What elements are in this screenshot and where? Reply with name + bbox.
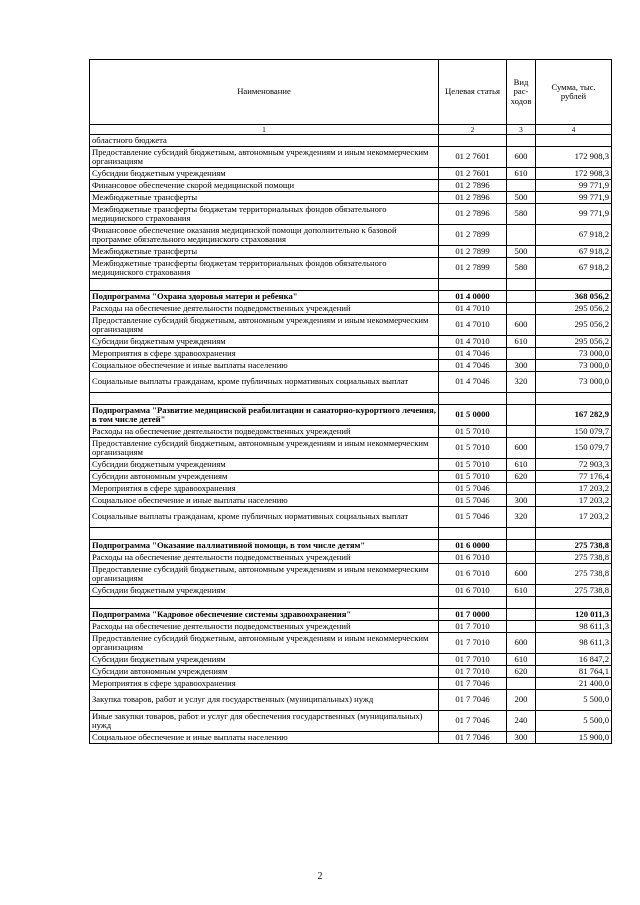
- table-row: [90, 168, 612, 180]
- row-sum: 150 079,7: [536, 438, 612, 459]
- row-sum: [536, 393, 612, 405]
- row-sum: 368 056,2: [536, 291, 612, 303]
- table-row: [90, 621, 612, 633]
- row-type: [507, 393, 536, 405]
- blank-row: [90, 597, 612, 609]
- header-type: Вид рас-ходов: [507, 60, 536, 125]
- row-code: 01 2 7601: [439, 147, 507, 168]
- row-code: 01 7 7010: [439, 621, 507, 633]
- table-row: [90, 690, 612, 711]
- row-code: 01 5 7010: [439, 471, 507, 483]
- row-name: Подпрограмма "Кадровое обеспечение системы здравоохранения": [90, 609, 439, 621]
- row-type: 600: [507, 147, 536, 168]
- row-type: [507, 621, 536, 633]
- table-row: [90, 426, 612, 438]
- row-code: 01 2 7899: [439, 246, 507, 258]
- row-name: Расходы на обеспечение деятельности подведомственных учреждений: [90, 621, 439, 633]
- row-type: 600: [507, 438, 536, 459]
- row-code: [439, 279, 507, 291]
- row-name: Финансовое обеспечение оказания медицинской помощи дополнительно к базовой программе обязательного медицинского страхования: [90, 225, 439, 246]
- row-sum: 295 056,2: [536, 315, 612, 336]
- row-name: [90, 528, 439, 540]
- row-name: Межбюджетные трансферты бюджетам территориальных фондов обязательного медицинского страхования: [90, 204, 439, 225]
- row-name: Предоставление субсидий бюджетным, автономным учреждениям и иным некоммерческим организациям: [90, 438, 439, 459]
- row-sum: 77 176,4: [536, 471, 612, 483]
- row-sum: 17 203,2: [536, 507, 612, 528]
- row-sum: 81 764,1: [536, 666, 612, 678]
- row-sum: 16 847,2: [536, 654, 612, 666]
- subprogram-row: [90, 609, 612, 621]
- row-sum: 98 611,3: [536, 621, 612, 633]
- row-sum: 275 738,8: [536, 540, 612, 552]
- header-name: Наименование: [90, 60, 439, 125]
- row-type: 500: [507, 192, 536, 204]
- row-type: 240: [507, 711, 536, 732]
- table-row: [90, 654, 612, 666]
- table-row: [90, 336, 612, 348]
- row-sum: 73 000,0: [536, 348, 612, 360]
- row-sum: 17 203,2: [536, 483, 612, 495]
- row-type: [507, 426, 536, 438]
- row-type: 600: [507, 315, 536, 336]
- table-row: [90, 348, 612, 360]
- row-code: 01 6 7010: [439, 564, 507, 585]
- row-type: [507, 303, 536, 315]
- row-name: Социальные выплаты гражданам, кроме публичных нормативных социальных выплат: [90, 372, 439, 393]
- row-type: 300: [507, 732, 536, 744]
- row-code: 01 4 7010: [439, 303, 507, 315]
- table-row: [90, 459, 612, 471]
- row-type: [507, 291, 536, 303]
- row-sum: 167 282,9: [536, 405, 612, 426]
- row-sum: 98 611,3: [536, 633, 612, 654]
- row-code: 01 7 7010: [439, 633, 507, 654]
- row-sum: 99 771,9: [536, 192, 612, 204]
- row-sum: 5 500,0: [536, 711, 612, 732]
- row-sum: 72 903,3: [536, 459, 612, 471]
- row-name: Мероприятия в сфере здравоохранения: [90, 348, 439, 360]
- row-sum: 172 908,3: [536, 168, 612, 180]
- table-row: [90, 315, 612, 336]
- row-code: 01 5 7010: [439, 459, 507, 471]
- row-type: 620: [507, 666, 536, 678]
- table-header-row: [90, 60, 612, 125]
- col-number: 4: [536, 125, 612, 135]
- row-sum: 5 500,0: [536, 690, 612, 711]
- blank-row: [90, 528, 612, 540]
- row-sum: 73 000,0: [536, 360, 612, 372]
- row-code: 01 4 7046: [439, 348, 507, 360]
- table-row: [90, 360, 612, 372]
- row-type: 610: [507, 585, 536, 597]
- row-type: 320: [507, 372, 536, 393]
- row-name: Субсидии бюджетным учреждениям: [90, 459, 439, 471]
- row-code: 01 2 7899: [439, 258, 507, 279]
- row-type: 620: [507, 471, 536, 483]
- row-name: Финансовое обеспечение скорой медицинской помощи: [90, 180, 439, 192]
- row-name: Межбюджетные трансферты: [90, 246, 439, 258]
- row-code: 01 2 7896: [439, 204, 507, 225]
- row-name: Расходы на обеспечение деятельности подведомственных учреждений: [90, 426, 439, 438]
- row-name: Социальное обеспечение и иные выплаты населению: [90, 732, 439, 744]
- row-code: 01 5 7010: [439, 438, 507, 459]
- subprogram-row: [90, 291, 612, 303]
- row-code: 01 5 7046: [439, 507, 507, 528]
- table-row: [90, 633, 612, 654]
- subprogram-row: [90, 405, 612, 426]
- row-code: 01 7 7046: [439, 678, 507, 690]
- row-code: 01 6 0000: [439, 540, 507, 552]
- table-row: [90, 711, 612, 732]
- row-name: [90, 393, 439, 405]
- row-sum: [536, 279, 612, 291]
- col-number: 1: [90, 125, 439, 135]
- row-code: 01 7 0000: [439, 609, 507, 621]
- row-name: Субсидии бюджетным учреждениям: [90, 585, 439, 597]
- row-name: Расходы на обеспечение деятельности подведомственных учреждений: [90, 303, 439, 315]
- table-row: [90, 483, 612, 495]
- table-row: [90, 225, 612, 246]
- row-name: областного бюджета: [90, 135, 439, 147]
- row-name: Субсидии автономным учреждениям: [90, 471, 439, 483]
- header-code: Целевая статья: [439, 60, 507, 125]
- row-code: 01 2 7899: [439, 225, 507, 246]
- row-type: [507, 405, 536, 426]
- row-sum: [536, 135, 612, 147]
- row-sum: 99 771,9: [536, 204, 612, 225]
- row-name: Предоставление субсидий бюджетным, автономным учреждениям и иным некоммерческим организациям: [90, 633, 439, 654]
- row-type: 320: [507, 507, 536, 528]
- row-name: Субсидии бюджетным учреждениям: [90, 168, 439, 180]
- row-code: 01 4 0000: [439, 291, 507, 303]
- table-row: [90, 471, 612, 483]
- row-type: [507, 609, 536, 621]
- row-code: [439, 135, 507, 147]
- table-body: [90, 135, 612, 744]
- row-code: 01 4 7010: [439, 315, 507, 336]
- budget-table: [89, 59, 612, 744]
- row-code: 01 4 7046: [439, 372, 507, 393]
- row-sum: 67 918,2: [536, 225, 612, 246]
- row-type: [507, 483, 536, 495]
- page-number: 2: [317, 871, 323, 882]
- row-type: [507, 279, 536, 291]
- row-name: Субсидии бюджетным учреждениям: [90, 654, 439, 666]
- row-code: 01 5 7046: [439, 483, 507, 495]
- row-code: 01 5 0000: [439, 405, 507, 426]
- row-sum: [536, 597, 612, 609]
- row-name: Предоставление субсидий бюджетным, автономным учреждениям и иным некоммерческим организациям: [90, 147, 439, 168]
- row-code: 01 7 7010: [439, 666, 507, 678]
- table-row: [90, 585, 612, 597]
- row-type: 610: [507, 654, 536, 666]
- row-name: Межбюджетные трансферты бюджетам территориальных фондов обязательного медицинского страхования: [90, 258, 439, 279]
- row-sum: 275 738,8: [536, 552, 612, 564]
- row-sum: 15 900,0: [536, 732, 612, 744]
- row-type: 600: [507, 633, 536, 654]
- table-row: [90, 147, 612, 168]
- row-name: Закупка товаров, работ и услуг для государственных (муниципальных) нужд: [90, 690, 439, 711]
- row-sum: [536, 528, 612, 540]
- row-code: [439, 393, 507, 405]
- row-sum: 120 011,3: [536, 609, 612, 621]
- row-type: 610: [507, 336, 536, 348]
- col-number: 2: [439, 125, 507, 135]
- table-row: [90, 372, 612, 393]
- row-type: 500: [507, 246, 536, 258]
- row-sum: 295 056,2: [536, 303, 612, 315]
- row-name: Подпрограмма "Оказание паллиативной помощи, в том числе детям": [90, 540, 439, 552]
- row-name: Подпрограмма "Развитие медицинской реабилитации и санаторно-курортного лечения, в том числе детей": [90, 405, 439, 426]
- table-row: [90, 732, 612, 744]
- row-name: Субсидии автономным учреждениям: [90, 666, 439, 678]
- row-type: [507, 597, 536, 609]
- row-type: 610: [507, 168, 536, 180]
- row-type: [507, 225, 536, 246]
- blank-row: [90, 279, 612, 291]
- table-row: [90, 135, 612, 147]
- table-row: [90, 246, 612, 258]
- row-name: Мероприятия в сфере здравоохранения: [90, 678, 439, 690]
- row-code: 01 5 7046: [439, 495, 507, 507]
- table-row: [90, 258, 612, 279]
- row-code: 01 4 7010: [439, 336, 507, 348]
- document-page: [89, 59, 609, 744]
- table-row: [90, 678, 612, 690]
- row-code: 01 2 7601: [439, 168, 507, 180]
- row-type: [507, 540, 536, 552]
- row-sum: 150 079,7: [536, 426, 612, 438]
- row-type: [507, 180, 536, 192]
- column-numbers-row: [90, 125, 612, 135]
- row-code: 01 7 7046: [439, 732, 507, 744]
- table-row: [90, 564, 612, 585]
- row-sum: 67 918,2: [536, 246, 612, 258]
- row-code: 01 7 7010: [439, 654, 507, 666]
- row-type: [507, 552, 536, 564]
- row-name: Межбюджетные трансферты: [90, 192, 439, 204]
- row-type: 610: [507, 459, 536, 471]
- table-row: [90, 438, 612, 459]
- row-name: Субсидии бюджетным учреждениям: [90, 336, 439, 348]
- row-sum: 99 771,9: [536, 180, 612, 192]
- row-code: 01 4 7046: [439, 360, 507, 372]
- header-sum: Сумма, тыс. рублей: [536, 60, 612, 125]
- row-sum: 275 738,8: [536, 564, 612, 585]
- row-sum: 172 908,3: [536, 147, 612, 168]
- row-type: 300: [507, 495, 536, 507]
- table-row: [90, 666, 612, 678]
- row-name: [90, 597, 439, 609]
- row-name: Социальное обеспечение и иные выплаты населению: [90, 495, 439, 507]
- row-type: 300: [507, 360, 536, 372]
- row-name: Мероприятия в сфере здравоохранения: [90, 483, 439, 495]
- row-sum: 295 056,2: [536, 336, 612, 348]
- row-type: [507, 678, 536, 690]
- row-name: Предоставление субсидий бюджетным, автономным учреждениям и иным некоммерческим организациям: [90, 564, 439, 585]
- row-code: 01 6 7010: [439, 552, 507, 564]
- row-code: 01 2 7896: [439, 192, 507, 204]
- row-name: Подпрограмма "Охрана здоровья матери и ребенка": [90, 291, 439, 303]
- table-row: [90, 204, 612, 225]
- table-row: [90, 495, 612, 507]
- row-type: [507, 528, 536, 540]
- row-type: [507, 135, 536, 147]
- col-number: 3: [507, 125, 536, 135]
- row-name: Социальное обеспечение и иные выплаты населению: [90, 360, 439, 372]
- table-row: [90, 192, 612, 204]
- row-code: 01 6 7010: [439, 585, 507, 597]
- row-code: 01 7 7046: [439, 711, 507, 732]
- row-type: [507, 348, 536, 360]
- row-type: 200: [507, 690, 536, 711]
- table-row: [90, 180, 612, 192]
- row-code: 01 5 7010: [439, 426, 507, 438]
- row-sum: 67 918,2: [536, 258, 612, 279]
- row-name: Предоставление субсидий бюджетным, автономным учреждениям и иным некоммерческим организациям: [90, 315, 439, 336]
- row-type: 580: [507, 204, 536, 225]
- table-row: [90, 552, 612, 564]
- blank-row: [90, 393, 612, 405]
- row-sum: 17 203,2: [536, 495, 612, 507]
- row-code: [439, 528, 507, 540]
- row-sum: 275 738,8: [536, 585, 612, 597]
- row-type: 600: [507, 564, 536, 585]
- table-row: [90, 507, 612, 528]
- subprogram-row: [90, 540, 612, 552]
- table-row: [90, 303, 612, 315]
- row-code: 01 7 7046: [439, 690, 507, 711]
- row-code: 01 2 7896: [439, 180, 507, 192]
- row-name: Социальные выплаты гражданам, кроме публичных нормативных социальных выплат: [90, 507, 439, 528]
- row-name: Расходы на обеспечение деятельности подведомственных учреждений: [90, 552, 439, 564]
- row-sum: 73 000,0: [536, 372, 612, 393]
- row-sum: 21 400,0: [536, 678, 612, 690]
- row-name: Иные закупки товаров, работ и услуг для обеспечения государственных (муниципальных) нужд: [90, 711, 439, 732]
- row-type: 580: [507, 258, 536, 279]
- row-code: [439, 597, 507, 609]
- row-name: [90, 279, 439, 291]
